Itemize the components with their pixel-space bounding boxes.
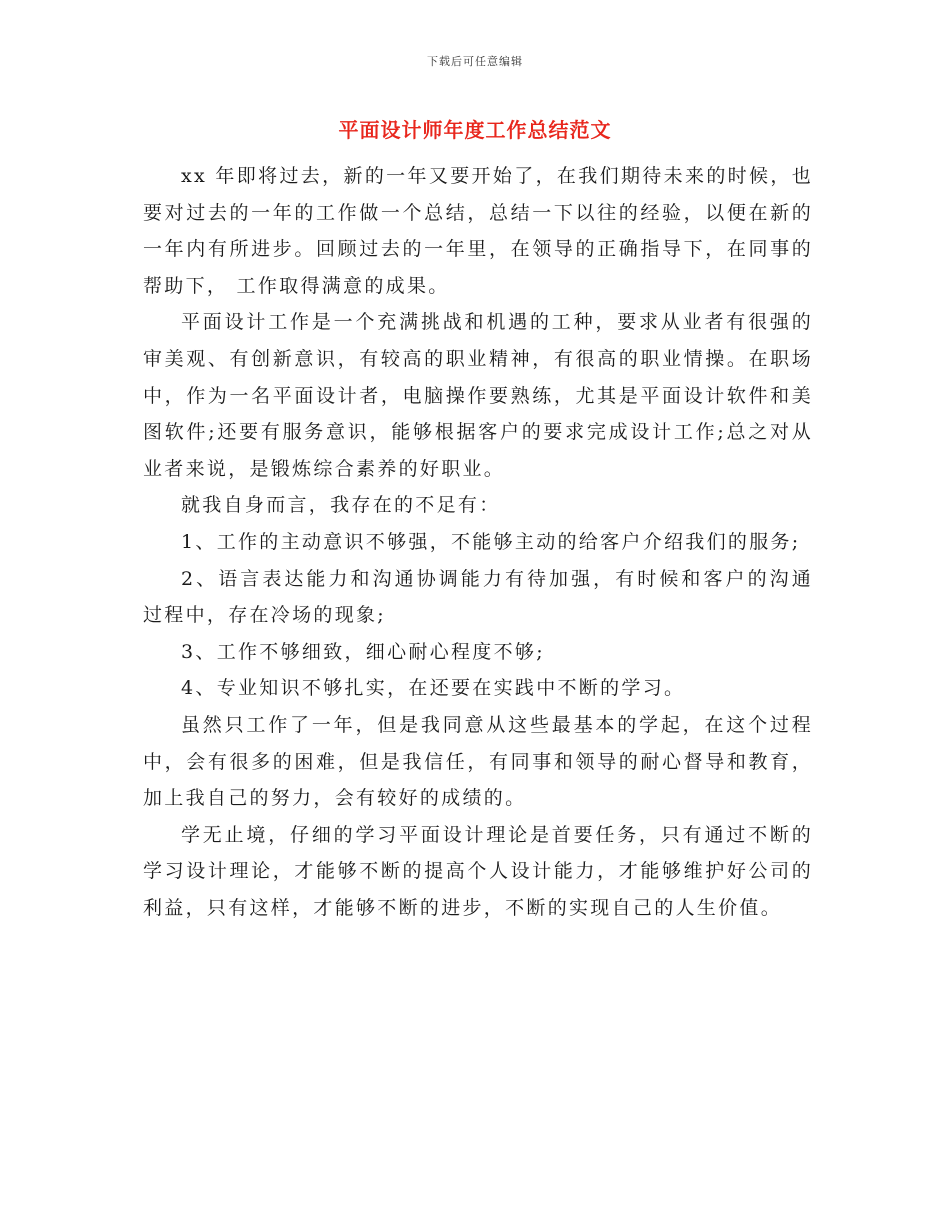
list-item-shortcoming-4: 4、专业知识不够扎实，在还要在实践中不断的学习。 xyxy=(181,677,686,700)
paragraph-job-description: 平面设计工作是一个充满挑战和机遇的工种，要求从业者有很强的审美观、有创新意识，有较高的职业精神，有很高的职业情操。在职场中，作为一名平面设计者，电脑操作要熟练，尤其是平面设计软件和美图软件;还要有服务意识，能够根据客户的要求完成设计工作;总之对从业者来说，是锻炼综合素养的好职业。 xyxy=(143,311,813,480)
document-body xyxy=(143,158,813,926)
paragraph-intro: xx 年即将过去，新的一年又要开始了，在我们期待未来的时候，也要对过去的一年的工作做一个总结，总结一下以往的经验，以便在新的一年内有所进步。回顾过去的一年里，在领导的正确指导下，在同事的帮助下， 工作取得满意的成果。 xyxy=(143,165,813,297)
paragraph-conclusion: 学无止境，仔细的学习平面设计理论是首要任务，只有通过不断的学习设计理论，才能够不断的提高个人设计能力，才能够维护好公司的利益，只有这样，才能够不断的进步，不断的实现自己的人生价值。 xyxy=(143,823,813,919)
document-title: 平面设计师年度工作总结范文 xyxy=(338,118,612,142)
paragraph-reflection: 虽然只工作了一年，但是我同意从这些最基本的学起，在这个过程中，会有很多的困难，但是我信任，有同事和领导的耐心督导和教育，加上我自己的努力，会有较好的成绩的。 xyxy=(143,713,813,810)
page-header: 下载后可任意编辑 xyxy=(427,55,523,68)
list-item-shortcoming-1: 1、工作的主动意识不够强，不能够主动的给客户介绍我们的服务; xyxy=(181,530,801,553)
paragraph-shortcomings-intro: 就我自身而言，我存在的不足有： xyxy=(181,494,501,517)
list-item-shortcoming-3: 3、工作不够细致，细心耐心程度不够; xyxy=(181,640,545,663)
list-item-shortcoming-2: 2、语言表达能力和沟通协调能力有待加强，有时候和客户的沟通过程中，存在冷场的现象; xyxy=(143,567,813,627)
